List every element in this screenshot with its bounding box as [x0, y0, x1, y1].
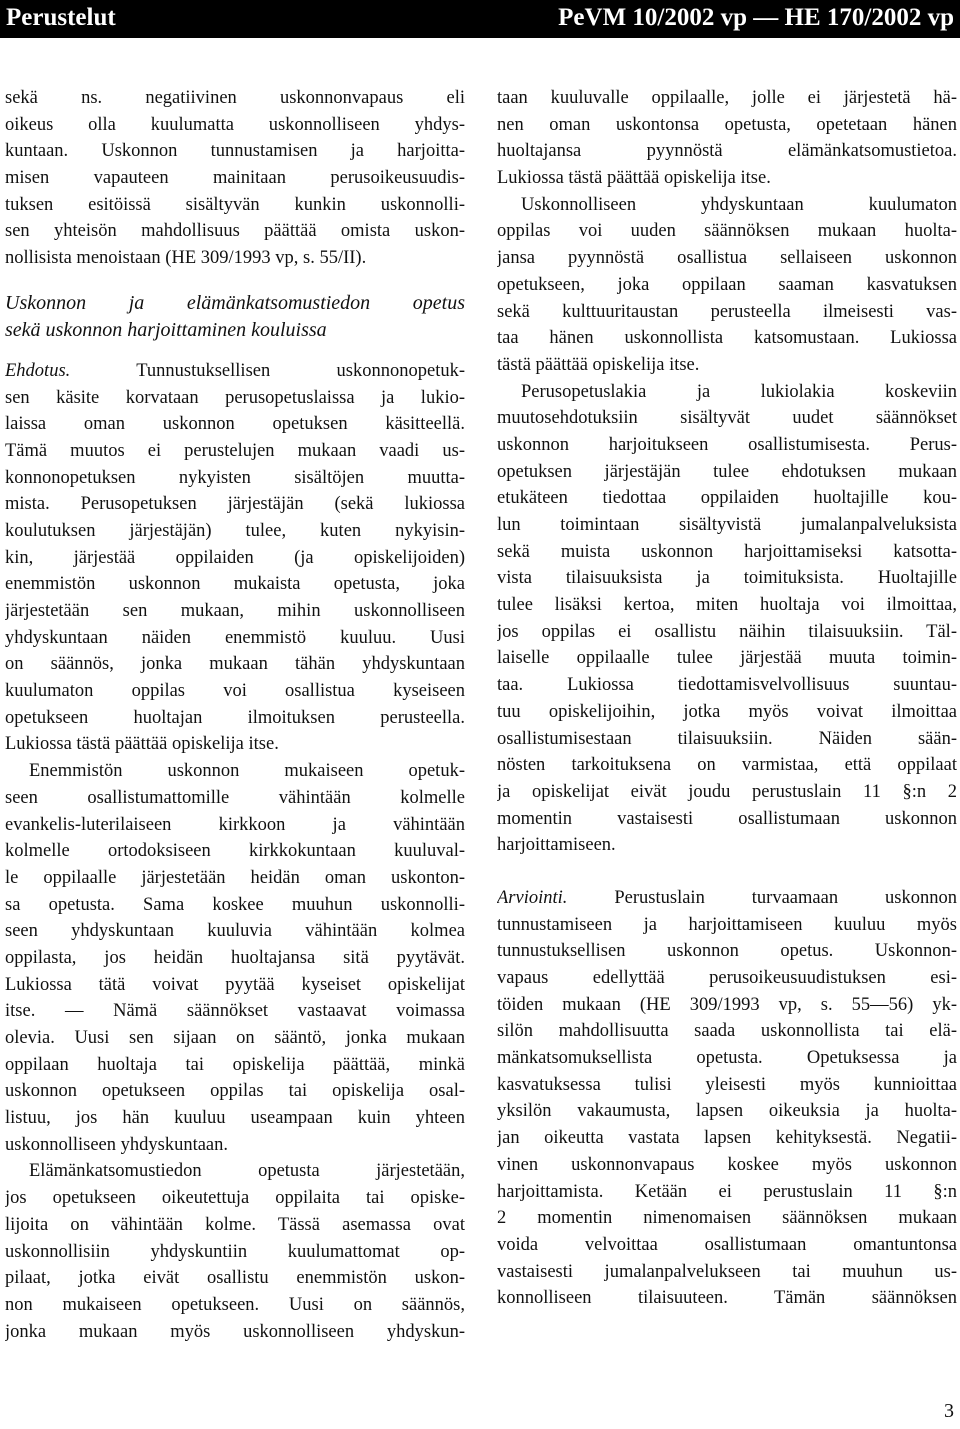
text-line: osallistumisestaan tilaisuuksiin. Näiden sään- [497, 728, 957, 749]
text-line: sen käsite korvataan perusopetuslaissa ja lukio- [5, 387, 465, 408]
text-line: kolmelle ortodoksiseen kirkkokuntaan kuuluval- [5, 841, 465, 862]
text-span: Perustuslain turvaamaan uskonnon [567, 887, 957, 908]
text-line: tulee lisäksi kertoa, miten huoltaja voi ilmoittaa, [497, 595, 957, 616]
text-line: itse. — Nämä säännökset vastaavat voimassa [5, 1001, 465, 1022]
heading-line: sekä uskonnon harjoittaminen kouluissa [5, 318, 327, 341]
text-line: sen yhteisön mahdollisuus päättää omista uskon- [5, 221, 465, 242]
text-line: seen yhdyskuntaan kuuluvia vähintään kolmea [5, 921, 465, 942]
left-paragraph-1 [5, 85, 465, 272]
paragraph-lead: Arviointi. [497, 887, 568, 908]
text-line [5, 358, 465, 385]
text-line: tuu opiskelijoihin, jotka myös voivat ilmoittaa [497, 701, 957, 722]
text-line: yksilön vakaumusta, lapsen oikeuksia ja huolta- [497, 1101, 957, 1122]
text-line: vinen uskonnonvapaus koskee myös uskonnon [497, 1154, 957, 1175]
text-line: uskonnolliseen yhdyskuntaan. [5, 1134, 229, 1155]
right-paragraph-1 [497, 85, 957, 192]
text-line: silön mahdollisuutta saada uskonnollista tai elä- [497, 1021, 957, 1042]
text-line: harjoittamista. Ketään ei perustuslain 11 §:n [497, 1181, 957, 1202]
text-line: kuntaan. Uskonnon tunnustamisen ja harjoitta- [5, 141, 465, 162]
text-line: sekä muista uskonnon harjoittamiseksi katsotta- [497, 541, 957, 562]
text-line: mista. Perusopetuksen järjestäjän (sekä lukiossa [5, 494, 465, 515]
left-column [5, 85, 465, 1345]
paragraph-lead: Ehdotus. [5, 360, 71, 381]
text-line: töiden mukaan (HE 309/1993 vp, s. 55—56) yk- [497, 994, 957, 1015]
text-line: sekä kulttuuritaustan perusteella ilmeisesti vas- [497, 301, 957, 322]
text-line: konnolliseen tilaisuuteen. Tämän säännöksen [497, 1288, 957, 1309]
text-line: jos opetukseen oikeutettuja oppilaita tai opiske- [5, 1188, 465, 1209]
text-line: evankelis-luterilaiseen kirkkoon ja vähintään [5, 814, 465, 835]
text-line: kin, järjestää oppilaiden (ja opiskelijoiden) [5, 547, 465, 568]
right-paragraph-2 [497, 192, 957, 379]
text-line: koulutuksen järjestäjän) tulee, kuten nykyisin- [5, 520, 465, 541]
right-paragraph-4 [497, 885, 957, 1312]
text-line: 2 momentin nimenomaisen säännöksen mukaan [497, 1208, 957, 1229]
section-heading [5, 290, 465, 344]
text-line: tunnustamiseen ja harjoittamiseen kuuluu myös [497, 914, 957, 935]
text-line: järjestetään sen mukaan, mihin uskonnolliseen [5, 601, 465, 621]
right-column [497, 85, 957, 1312]
text-line: opetukseen, joka oppilaan saaman kasvatuksen [497, 274, 957, 295]
text-line: vista tilaisuuksista ja toimituksista. Huoltajille [497, 568, 957, 589]
text-line: le oppilaalle järjestetään heidän oman uskonton- [5, 867, 465, 888]
text-line: tuksen esitöissä sisältyvän kunkin uskonnolli- [5, 194, 465, 215]
text-line: oppilasta, jos heidän huoltajansa sitä pyytävät. [5, 947, 465, 968]
text-line: vapaus edellyttää perusoikeusuudistuksen esi- [497, 968, 957, 988]
text-line: misen vapauteen mainitaan perusoikeusuudis- [5, 168, 465, 189]
text-line: seen osallistumattomille vähintään kolmelle [5, 787, 465, 808]
text-line: Lukiossa tästä päättää opiskelija itse. [497, 168, 771, 189]
text-line: olevia. Uusi sen sijaan on sääntö, jonka mukaan [5, 1028, 465, 1048]
text-line: uskonnon harjoitukseen osallistumisesta. Perus- [497, 434, 957, 455]
header-section-title: Perustelut [6, 4, 116, 31]
text-line: voida velvoittaa osallistumaan omantuntonsa [497, 1234, 957, 1255]
text-line: muutosehdotuksiin sisältyvät uudet säännökset [497, 408, 957, 429]
left-paragraph-2 [5, 358, 465, 758]
left-paragraph-3 [5, 758, 465, 1158]
text-line: non mukaiseen opetukseen. Uusi on säännös, [5, 1294, 465, 1315]
text-line: Lukiossa tätä voivat pyytää kyseiset opiskelijat [5, 974, 465, 995]
text-line: yhdyskuntaan näiden enemmistö kuuluu. Uusi [5, 627, 465, 648]
text-line: mänkatsomuksellista opetusta. Opetuksessa ja [497, 1048, 957, 1069]
text-line: lun toimintaan sisältyvistä jumalanpalveluksista [497, 515, 957, 535]
text-line: jansa pyynnöstä osallistua sellaiseen uskonnon [497, 248, 957, 269]
text-line: kuulumaton oppilas voi osallistua kyseiseen [5, 681, 465, 702]
text-line: on säännös, jonka mukaan tähän yhdyskuntaan [5, 654, 465, 675]
text-line: kasvatuksessa tulisi yleisesti myös kunnioittaa [497, 1074, 957, 1095]
text-line: uskonnollisiin yhdyskuntiin kuulumattomat op- [5, 1241, 465, 1262]
text-line: pilaat, jotka eivät osallistu enemmistön uskon- [5, 1268, 465, 1289]
text-line: etukäteen tiedottaa oppilaiden huoltajille kou- [497, 488, 957, 509]
text-line: lijoita on vähintään kolme. Tässä asemassa ovat [5, 1214, 465, 1235]
right-paragraph-3 [497, 379, 957, 859]
page-number: 3 [944, 1400, 954, 1422]
text-line: opetuksen järjestäjän tulee ehdotuksen mukaan [497, 461, 957, 482]
text-line: jan oikeutta vastata lapsen kehityksestä. Negatii- [497, 1128, 957, 1149]
text-line: Perusopetuslakia ja lukiolakia koskeviin [521, 381, 957, 402]
text-line: laissa oman uskonnon opetuksen käsitteellä. [5, 414, 465, 435]
text-line: vastaisesti jumalanpalvelukseen tai muuhun us- [497, 1261, 957, 1282]
text-line: uskonnon opetukseen oppilas tai opiskelija osal- [5, 1081, 465, 1102]
text-line: huoltajansa pyynnöstä elämänkatsomustietoa. [497, 141, 957, 162]
text-line: nen oman uskontonsa opetusta, opetetaan hänen [497, 114, 957, 135]
header-document-id: PeVM 10/2002 vp — HE 170/2002 vp [558, 4, 954, 31]
text-line: nollisista menoistaan (HE 309/1993 vp, s. 55/II). [5, 248, 367, 269]
text-line: tästä päättää opiskelija itse. [497, 354, 700, 375]
text-line: opetukseen huoltajan ilmoituksen perusteella. [5, 707, 465, 728]
text-line: Enemmistön uskonnon mukaiseen opetuk- [29, 761, 465, 782]
text-line: jos oppilas ei osallistu näihin tilaisuuksiin. Täl- [497, 621, 957, 642]
text-line: taa hänen uskonnollista katsomustaan. Lukiossa [497, 328, 957, 349]
text-line: Uskonnolliseen yhdyskuntaan kuulumaton [521, 194, 957, 215]
text-line: momentin vastaisesti osallistumaan uskonnon [497, 808, 957, 829]
text-line: Elämänkatsomustiedon opetusta järjestetään, [29, 1161, 465, 1182]
text-line: oikeus olla kuulumatta uskonnolliseen yhdys- [5, 114, 465, 135]
text-line: oppilas voi uuden säännöksen mukaan huolta- [497, 221, 957, 242]
text-line: nösten tarkoituksena on varmistaa, että oppilaat [497, 755, 957, 776]
left-paragraph-4 [5, 1158, 465, 1345]
text-line: konnonopetuksen nykyisten sisältöjen muutta- [5, 467, 465, 488]
text-line: sa opetusta. Sama koskee muuhun uskonnolli- [5, 894, 465, 915]
text-line: taa. Lukiossa tiedottamisvelvollisuus suuntau- [497, 675, 957, 696]
text-line: oppilaan huoltaja tai opiskelija päättää, minkä [5, 1054, 465, 1075]
text-line: sekä ns. negatiivinen uskonnonvapaus eli [5, 88, 465, 108]
text-line: listuu, jos hän kuuluu useampaan kuin yhteen [5, 1108, 465, 1129]
text-line: tunnustuksellisen uskonnon opetus. Uskonnon- [497, 941, 957, 962]
running-header [0, 0, 960, 38]
text-line: jonka mukaan myös uskonnolliseen yhdyskun- [5, 1321, 465, 1342]
text-line: taan kuuluvalle oppilaalle, jolle ei järjestetä hä- [497, 88, 957, 108]
text-line: Lukiossa tästä päättää opiskelija itse. [5, 734, 279, 755]
text-line: harjoittamiseen. [497, 835, 616, 856]
text-span: Tunnustuksellisen uskonnonopetuk- [70, 360, 465, 381]
text-line [497, 885, 957, 912]
heading-line: Uskonnon ja elämänkatsomustiedon opetus [5, 291, 465, 314]
text-line: laiselle oppilaalle tulee järjestää muuta toimin- [497, 648, 957, 669]
text-line: enemmistön uskonnon mukaista opetusta, joka [5, 574, 465, 595]
text-line: Tämä muutos ei perustelujen mukaan vaadi us- [5, 440, 465, 461]
text-line: ja opiskelijat eivät joudu perustuslain 11 §:n 2 [497, 781, 957, 802]
